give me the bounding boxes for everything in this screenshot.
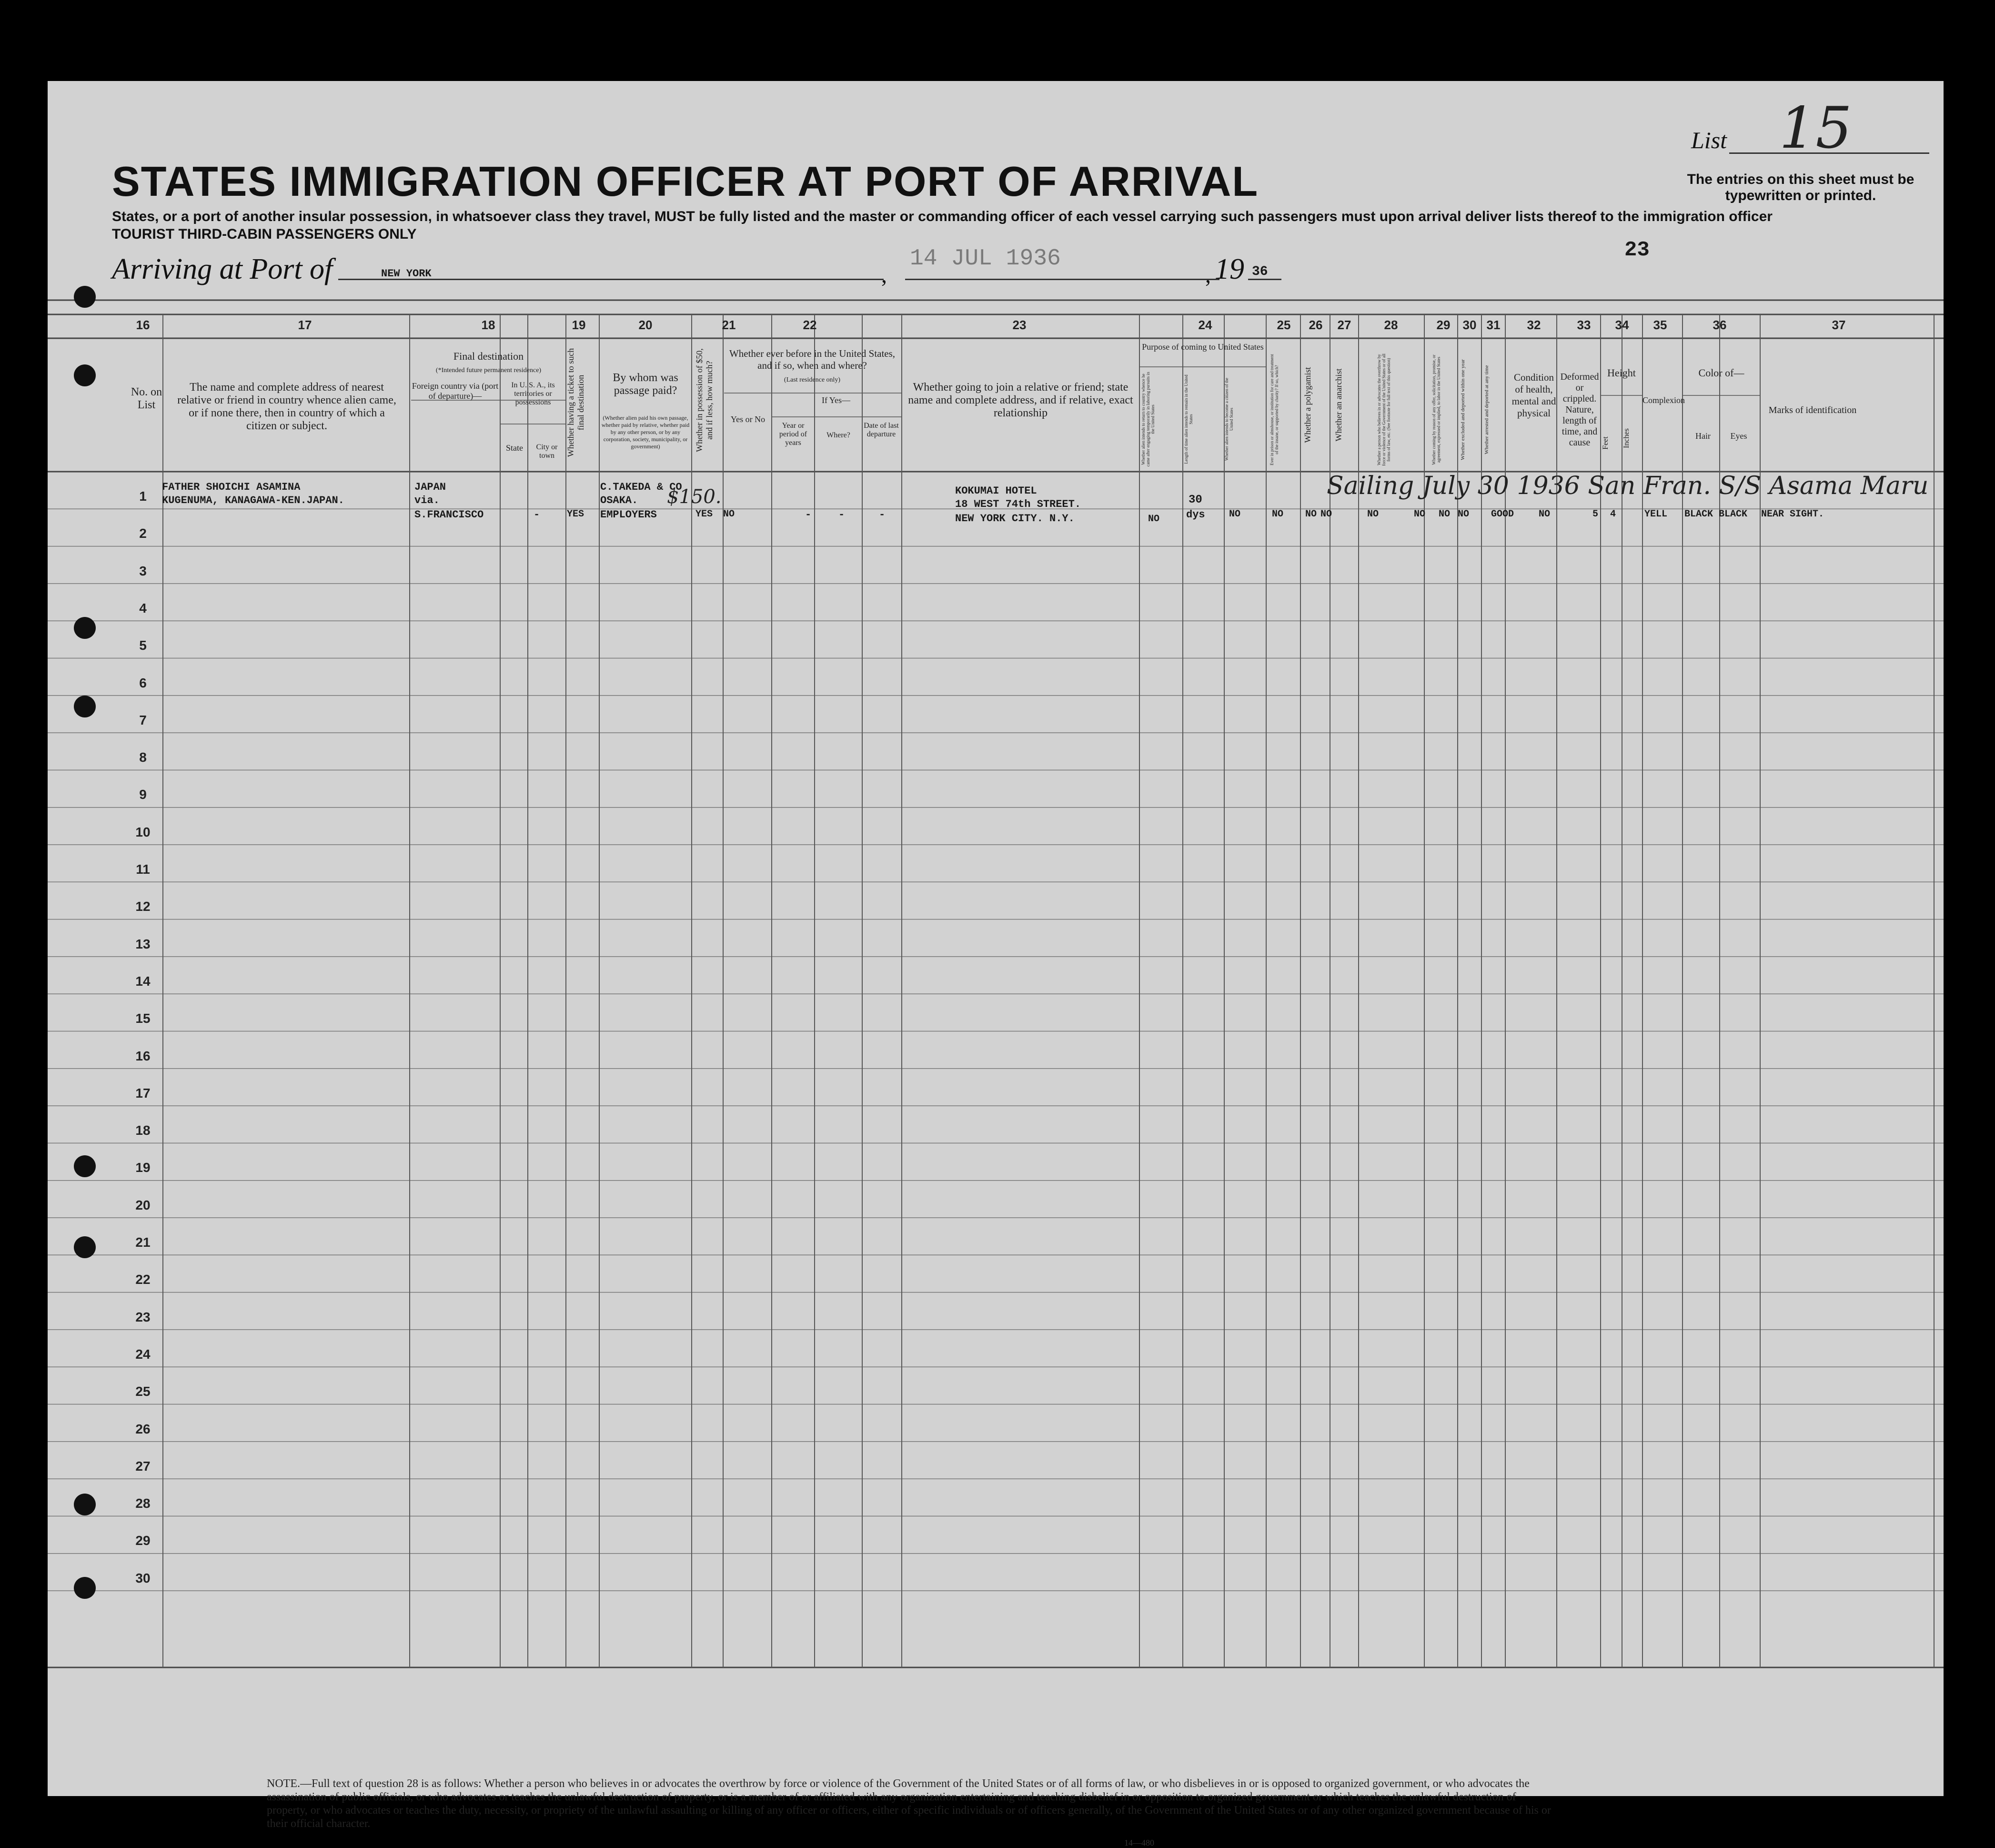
header-hair: Hair xyxy=(1695,431,1711,441)
date-value: - xyxy=(879,509,886,521)
join-line3: NEW YORK CITY. N.Y. xyxy=(955,513,1075,525)
q31-value: NO xyxy=(1458,509,1470,520)
header-feet: Feet xyxy=(1602,436,1610,450)
header-q29: Whether coming by reason of any offer, solicitation, promise, or agreement, expressed or implied, to labor in the United States xyxy=(1431,354,1441,465)
column-number: 32 xyxy=(1527,318,1541,332)
header-become-citizen: Whether alien intends to become a citizen of the United States xyxy=(1224,378,1234,461)
marks-value: NEAR SIGHT. xyxy=(1761,509,1824,520)
header-eyes: Eyes xyxy=(1730,431,1747,441)
column-number: 23 xyxy=(1012,318,1027,332)
header-where: Where? xyxy=(826,431,850,439)
column-number: 36 xyxy=(1713,318,1727,332)
column-number: 26 xyxy=(1309,318,1323,332)
punch-hole xyxy=(74,364,96,386)
column-number: 20 xyxy=(638,318,653,332)
row-number: 11 xyxy=(136,862,150,877)
column-number: 29 xyxy=(1436,318,1451,332)
column-number: 17 xyxy=(298,318,312,332)
arriving-label: Arriving at Port of xyxy=(112,253,333,285)
handwritten-annotation: Sailing July 30 1936 San Fran. S/S Asama Maru xyxy=(1327,472,1929,500)
column-number: 33 xyxy=(1577,318,1591,332)
paid-by-line3: EMPLOYERS xyxy=(600,509,657,521)
city-value: - xyxy=(534,509,540,521)
length-number: 30 xyxy=(1189,494,1202,506)
list-number: 15 xyxy=(1779,95,1852,162)
row-number: 26 xyxy=(135,1421,151,1436)
header-prison: Ever in prison or almshouse, or institution for care and treatment of the insane, or supported by charity? If so, which? xyxy=(1270,354,1279,465)
inches-value: 4 xyxy=(1610,509,1616,520)
return-country-value: NO xyxy=(1148,514,1160,525)
header-q30: Whether excluded and deported within one year xyxy=(1460,359,1466,460)
punch-hole xyxy=(74,1494,96,1515)
punch-hole xyxy=(74,696,96,717)
row-number: 3 xyxy=(139,563,147,578)
header-complexion: Complexion xyxy=(1642,395,1685,405)
punch-hole xyxy=(74,286,96,308)
years-value: - xyxy=(805,509,812,521)
complexion-value: YELL xyxy=(1644,509,1668,520)
row-number: 5 xyxy=(139,638,147,653)
header-if-yes: If Yes— xyxy=(821,395,850,405)
header-length-of-stay: Length of time alien intends to remain in the United States xyxy=(1184,374,1193,464)
row-number: 8 xyxy=(139,750,147,765)
punch-hole xyxy=(74,1577,96,1599)
anarchist-value: NO xyxy=(1320,509,1332,520)
comma-2: , xyxy=(1205,263,1211,288)
row-number: 7 xyxy=(139,712,147,727)
column-number: 37 xyxy=(1832,318,1846,332)
column-number: 30 xyxy=(1462,318,1477,332)
polygamist-value: NO xyxy=(1305,509,1317,520)
header-q31: Whether arrested and deported at any time xyxy=(1484,365,1490,454)
header-final-destination-sub: (*Intended future permanent residence) xyxy=(435,367,542,374)
date-stamp: 14 JUL 1936 xyxy=(910,246,1061,272)
header-color-of: Color of— xyxy=(1698,367,1744,379)
row-number: 21 xyxy=(135,1235,151,1250)
header-date-departure: Date of last departure xyxy=(864,422,899,438)
feet-value: 5 xyxy=(1592,509,1599,520)
row-number: 6 xyxy=(139,675,147,690)
where-value: - xyxy=(838,509,845,521)
deformed-value: NO xyxy=(1539,509,1551,520)
punch-hole xyxy=(74,1236,96,1258)
column-number: 24 xyxy=(1198,318,1212,332)
row-number: 2 xyxy=(139,526,147,541)
port-departure-value: S.FRANCISCO xyxy=(414,509,484,521)
form-number: 14—480 xyxy=(1124,1838,1154,1848)
header-before-in-us: Whether ever before in the United States, and if so, when and where? xyxy=(729,348,896,371)
health-value: GOOD xyxy=(1491,509,1514,520)
form-title: STATES IMMIGRATION OFFICER AT PORT OF ARRIVAL xyxy=(112,158,1259,205)
header-no-on-list: No. on List xyxy=(131,386,162,411)
header-q28: Whether a person who believes in or advocates the overthrow by force or violence of the Government of the United States or of all forms of law, etc. (See footnote for full text of this question) xyxy=(1377,353,1391,466)
before-in-us-value: NO xyxy=(723,509,735,520)
via-value: via. xyxy=(414,495,440,506)
relative-name: FATHER SHOICHI ASAMINA xyxy=(162,481,301,493)
year-suffix: 36 xyxy=(1252,264,1268,279)
column-number: 27 xyxy=(1337,318,1351,332)
header-yes-no: Yes or No xyxy=(730,414,766,424)
q28-value: NO xyxy=(1367,509,1379,520)
comma-1: , xyxy=(881,263,887,288)
year-prefix: 19 xyxy=(1215,253,1244,285)
column-number: 18 xyxy=(481,318,495,332)
row-number: 30 xyxy=(135,1570,151,1585)
citizen-value: NO xyxy=(1229,509,1241,520)
column-number: 25 xyxy=(1277,318,1291,332)
row-number: 12 xyxy=(135,899,151,914)
row-number: 22 xyxy=(135,1272,151,1287)
money-value: YES xyxy=(695,509,713,520)
eyes-value: BLACK xyxy=(1719,509,1748,520)
instruction-text: States, or a port of another insular possession, in whatsoever class they travel, MUST be fully listed and the master or commanding officer of each vessel carrying such passengers must upon arrival deliver lists thereof to the immigration officer xyxy=(112,209,1773,224)
row-number: 23 xyxy=(135,1309,151,1324)
row-number: 28 xyxy=(135,1496,151,1511)
header-purpose: Purpose of coming to United States xyxy=(1142,342,1264,352)
paid-by-line2: OSAKA. xyxy=(600,495,638,506)
row-number: 20 xyxy=(135,1197,151,1212)
row-number: 18 xyxy=(135,1123,151,1138)
column-number: 16 xyxy=(136,318,150,332)
header-health: Condition of health, mental and physical xyxy=(1511,372,1556,419)
foreign-country-value: JAPAN xyxy=(414,481,446,493)
header-return-country: Whether alien intends to return to country whence he came after engaging temporarily in laboring pursuits in the United States xyxy=(1141,372,1155,467)
length-unit: dys xyxy=(1186,509,1205,521)
footnote: NOTE.—Full text of question 28 is as follows: Whether a person who believes in or advocates the overthrow by force or violence of the Government of the United States or of all forms of law, or who disbelieves in or is opposed to organized government, or who advocates the assassination of public officials, or who advocates or teaches the unlawful destruction of property, or is a member of or affiliated with any organization entertaining and teaching disbelief in or opposition to organized government or which teaches the unlawful destruction of property, or who advocates or teaches the duty, necessity, or propriety of the unlawful assaulting or killing of any officer or officers, either of specific individuals or of officers generally, of the Government of the United States or of any other organized government because of his or their official character. xyxy=(267,1777,1551,1830)
amount-handwritten: $150. xyxy=(667,486,722,508)
column-number: 21 xyxy=(722,318,736,332)
entries-note: The entries on this sheet must be typewritten or printed. xyxy=(1687,172,1914,203)
header-years: Year or period of years xyxy=(779,422,807,447)
header-join-relative: Whether going to join a relative or friend; state name and complete address, and if relative, exact relationship xyxy=(908,381,1133,419)
header-money: Whether in possession of $50, and if less, how much? xyxy=(695,348,714,452)
column-number: 19 xyxy=(572,318,586,332)
row-number: 29 xyxy=(135,1533,151,1548)
header-anarchist: Whether an anarchist xyxy=(1334,368,1343,442)
header-marks: Marks of identification xyxy=(1768,405,1857,415)
row-number: 10 xyxy=(135,824,151,839)
header-inches: Inches xyxy=(1622,428,1631,448)
class-note: TOURIST THIRD-CABIN PASSENGERS ONLY xyxy=(112,226,417,242)
header-state: State xyxy=(506,443,523,453)
q30-value: NO xyxy=(1439,509,1451,520)
column-number: 31 xyxy=(1486,318,1501,332)
q29-value: NO xyxy=(1414,509,1426,520)
ticket-value: YES xyxy=(567,509,584,520)
header-before-in-us-sub: (Last residence only) xyxy=(784,376,841,384)
join-line1: KOKUMAI HOTEL xyxy=(955,485,1037,497)
row-number: 25 xyxy=(135,1384,151,1399)
column-number: 34 xyxy=(1615,318,1629,332)
header-city: City or town xyxy=(536,443,558,460)
row-number: 16 xyxy=(135,1048,151,1063)
manifest-sheet xyxy=(48,81,1944,1848)
header-relative-address: The name and complete address of nearest relative or friend in country whence alien came, or if none there, then in country of which a citizen or subject. xyxy=(177,381,396,432)
header-foreign-country: Foreign country via (port of departure)— xyxy=(412,381,499,401)
header-ticket: Whether having a ticket to such final destination xyxy=(566,348,585,457)
header-passage-paid-sub: (Whether alien paid his own passage, whether paid by relative, whether paid by any other person, or by any corporation, society, municipality, or government) xyxy=(601,414,690,450)
header-passage-paid: By whom was passage paid? xyxy=(613,372,678,397)
punch-hole xyxy=(74,1155,96,1177)
column-number: 35 xyxy=(1653,318,1667,332)
relative-address: KUGENUMA, KANAGAWA-KEN.JAPAN. xyxy=(162,495,344,506)
row-number: 1 xyxy=(139,489,147,504)
header-deformed: Deformed or crippled. Nature, length of time, and cause xyxy=(1560,372,1599,448)
sheet-number: 23 xyxy=(1624,238,1650,262)
column-number: 28 xyxy=(1384,318,1398,332)
paid-by-line1: C.TAKEDA & CO xyxy=(600,481,682,493)
row-number: 19 xyxy=(135,1160,151,1175)
row-number: 4 xyxy=(139,600,147,616)
row-number: 24 xyxy=(135,1346,151,1362)
row-number: 15 xyxy=(135,1011,151,1026)
header-polygamist: Whether a polygamist xyxy=(1303,367,1312,443)
header-usa: In U. S. A., its territories or possessions xyxy=(511,381,555,406)
row-number: 13 xyxy=(135,936,151,951)
row-number: 9 xyxy=(139,787,147,802)
punch-hole xyxy=(74,617,96,639)
form-grid xyxy=(48,81,1944,1796)
row-number: 14 xyxy=(135,973,151,989)
row-number: 17 xyxy=(135,1085,151,1101)
column-number: 22 xyxy=(803,318,817,332)
join-line2: 18 WEST 74th STREET. xyxy=(955,498,1081,510)
row-number: 27 xyxy=(135,1458,151,1474)
prison-value: NO xyxy=(1272,509,1284,520)
header-final-destination: Final destination xyxy=(453,350,524,362)
list-label: List xyxy=(1691,127,1727,153)
hair-value: BLACK xyxy=(1684,509,1713,520)
port-value: NEW YORK xyxy=(381,268,432,280)
header-height: Height xyxy=(1607,367,1636,379)
